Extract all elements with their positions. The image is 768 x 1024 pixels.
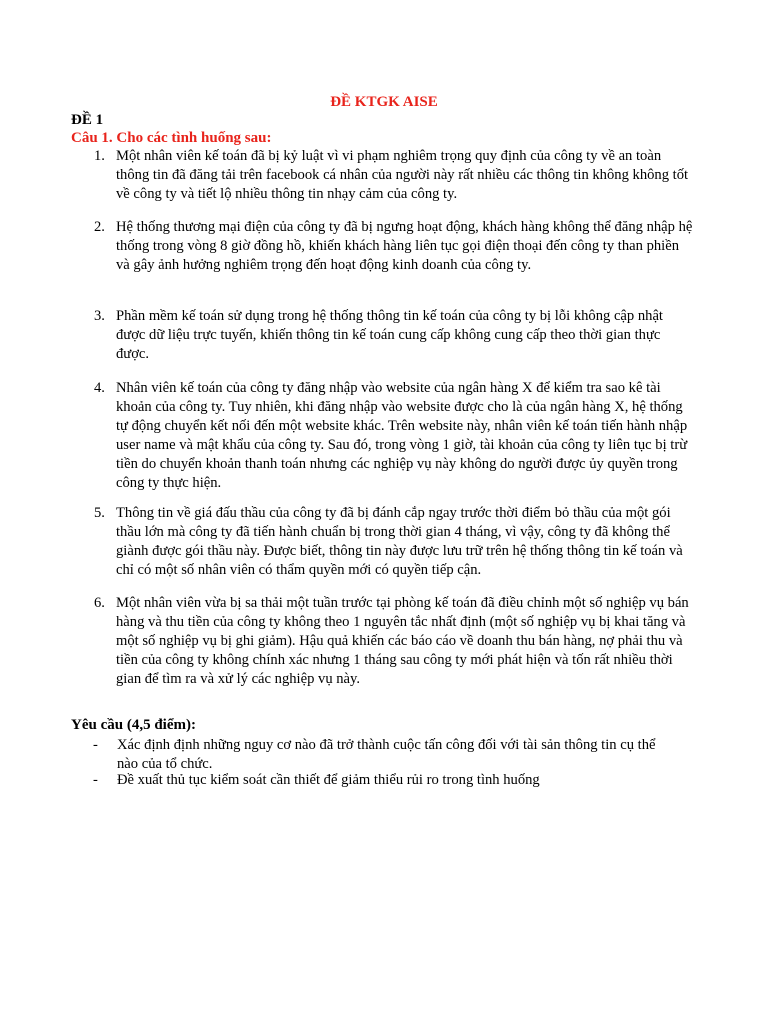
- situation-number: 2.: [94, 219, 105, 235]
- requirements-heading: Yêu cầu (4,5 điểm):: [71, 717, 196, 733]
- situation-number: 4.: [94, 380, 105, 396]
- question-heading: Câu 1. Cho các tình huống sau:: [71, 130, 272, 146]
- situation-number: 1.: [94, 148, 105, 164]
- situation-text: Nhân viên kế toán của công ty đăng nhập vào website của ngân hàng X để kiểm tra sao kê tài khoản của công ty. Tuy nhiên, khi đăng nhập vào website được cho là của ngân hàng X, hệ thống tự động chuyển kết nối đến một website khác. Trên website này, nhân viên kế toán tiến hành nhập user name và mật khẩu của công ty. Sau đó, trong vòng 1 giờ, tài khoản của công ty liên tục bị trừ tiền do chuyển khoản thanh toán nhưng các nghiệp vụ này không do người được ủy quyền trong công ty thực hiện.: [116, 380, 688, 491]
- situation-text: Một nhân viên kế toán đã bị kỷ luật vì vi phạm nghiêm trọng quy định của công ty về an toàn thông tin đã đăng tải trên facebook cá nhân của người này rất nhiều các thông tin không không tốt về công ty và tiết lộ nhiều thông tin nhạy cảm của công ty.: [116, 148, 689, 202]
- requirement-text: Xác định định những nguy cơ nào đã trở thành cuộc tấn công đối với tài sản thông tin cụ thể nào của tổ chức.: [117, 737, 656, 772]
- requirement-bullet: -: [93, 737, 98, 753]
- situation-number: 6.: [94, 595, 105, 611]
- exam-label: ĐỀ 1: [71, 112, 104, 128]
- situation-text: Hệ thống thương mại điện của công ty đã bị ngưng hoạt động, khách hàng không thể đăng nhập hệ thống trong vòng 8 giờ đồng hồ, khiến khách hàng liên tục gọi điện thoại đến công ty than phiền và gây ảnh hưởng nghiêm trọng đến hoạt động kinh doanh của công ty.: [116, 219, 693, 273]
- situation-text: Phần mềm kế toán sử dụng trong hệ thống thông tin kế toán của công ty bị lỗi không cập nhật được dữ liệu trực tuyến, khiến thông tin kế toán cung cấp không cung cấp theo thời gian thực được.: [116, 308, 663, 362]
- situation-text: Một nhân viên vừa bị sa thải một tuần trước tại phòng kế toán đã điều chỉnh một số nghiệp vụ bán hàng và thu tiền của công ty không theo 1 nguyên tắc nhất định (một số nghiệp vụ bị khai tăng và một số nghiệp vụ bị ghi giảm). Hậu quả khiến các báo cáo về doanh thu bán hàng, nợ phải thu và tiền của công ty không chính xác nhưng 1 tháng sau công ty mới phát hiện và tốn rất nhiều thời gian để tìm ra và xử lý các nghiệp vụ này.: [116, 595, 689, 687]
- document-title: ĐỀ KTGK AISE: [330, 94, 438, 110]
- situation-number: 3.: [94, 308, 105, 324]
- requirement-text: Đề xuất thủ tục kiểm soát cần thiết để giảm thiểu rủi ro trong tình huống: [117, 772, 540, 788]
- situation-text: Thông tin về giá đấu thầu của công ty đã bị đánh cắp ngay trước thời điểm bỏ thầu của một gói thầu lớn mà công ty đã tiến hành chuẩn bị trong thời gian 4 tháng, vì vậy, công ty đã không thể giành được gói thầu này. Được biết, thông tin này được lưu trữ trên hệ thống thông tin kế toán và chỉ có một số nhân viên có thẩm quyền mới có quyền tiếp cận.: [116, 505, 683, 578]
- requirement-bullet: -: [93, 772, 98, 788]
- situation-number: 5.: [94, 505, 105, 521]
